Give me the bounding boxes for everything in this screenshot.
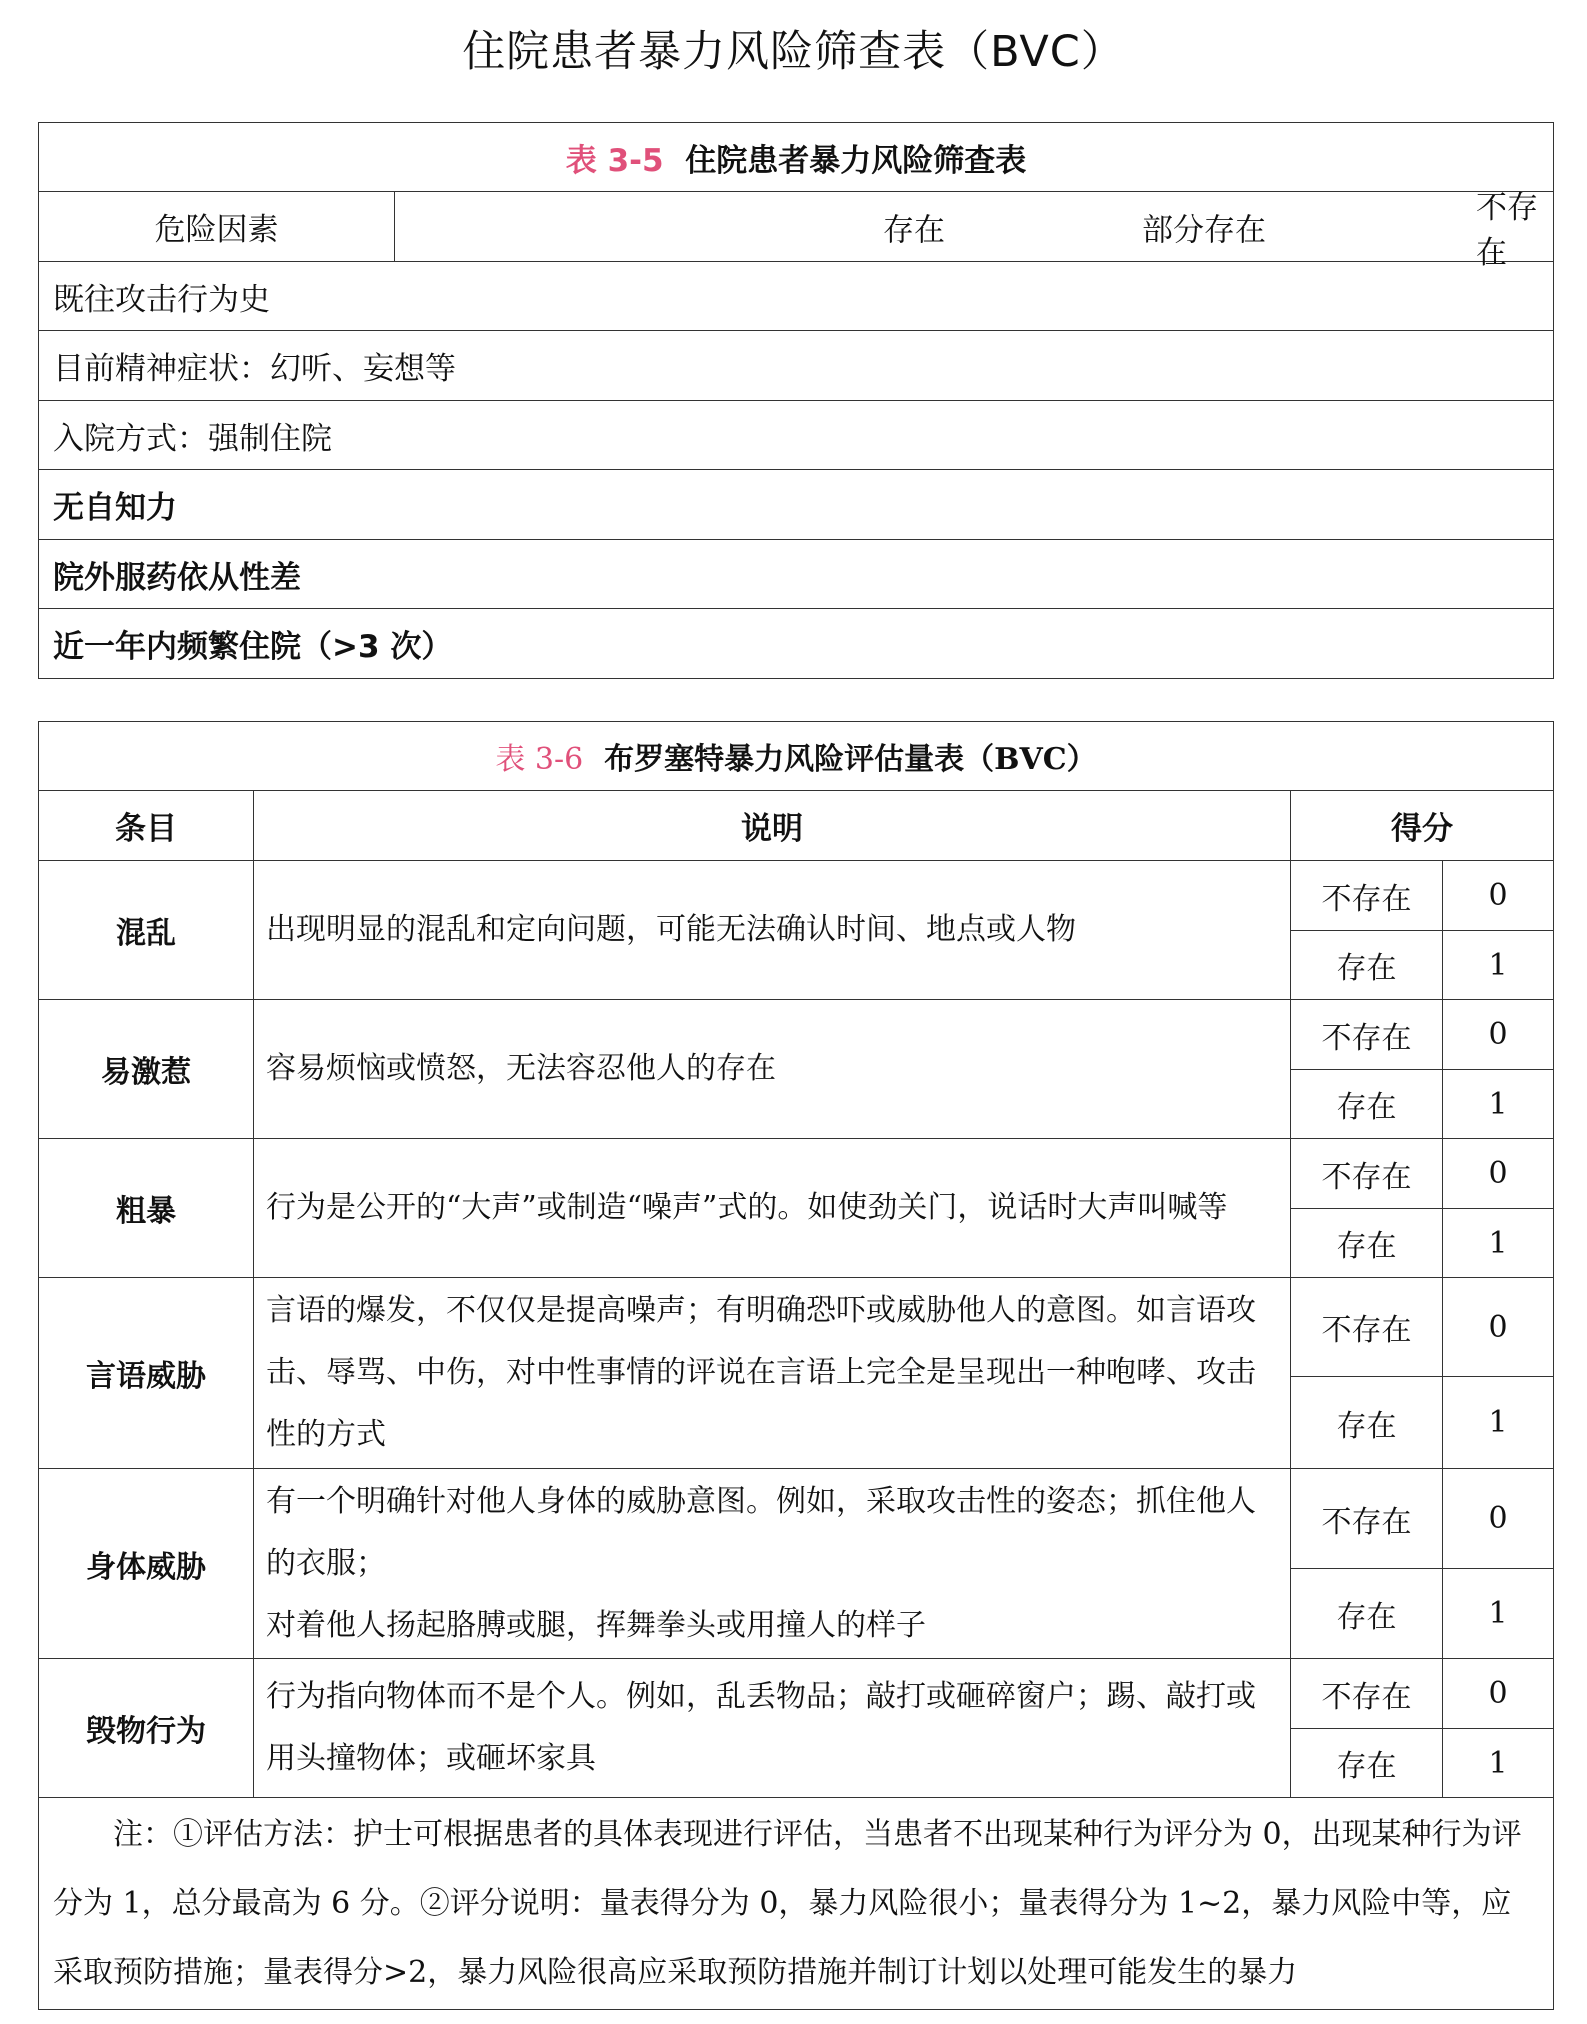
item-name: 言语威胁	[39, 1278, 254, 1469]
table1-caption-number: 表 3-5	[565, 142, 664, 179]
option-absent: 不存在	[1291, 861, 1443, 931]
option-present: 存在	[1291, 1569, 1443, 1659]
item-name: 身体威胁	[39, 1469, 254, 1659]
header-item: 条目	[39, 791, 254, 861]
bvc-table	[38, 721, 1554, 2010]
item-description: 容易烦恼或愤怒，无法容忍他人的存在	[254, 1000, 1291, 1139]
option-absent: 不存在	[1291, 1469, 1443, 1569]
score-absent: 0	[1443, 1139, 1554, 1209]
risk-factor-row: 目前精神症状：幻听、妄想等	[39, 331, 1554, 401]
option-present: 存在	[1291, 1377, 1443, 1469]
table1-caption	[39, 123, 1554, 192]
score-absent: 0	[1443, 1659, 1554, 1729]
item-name: 易激惹	[39, 1000, 254, 1139]
score-absent: 0	[1443, 1278, 1554, 1377]
item-description: 言语的爆发，不仅仅是提高噪声；有明确恐吓或威胁他人的意图。如言语攻击、辱骂、中伤，对中性事情的评说在言语上完全是呈现出一种咆哮、攻击性的方式	[254, 1278, 1291, 1469]
item-name: 粗暴	[39, 1139, 254, 1278]
risk-factor-row: 入院方式：强制住院	[39, 401, 1554, 470]
option-present: 存在	[1291, 931, 1443, 1000]
screening-table	[38, 122, 1554, 679]
option-present: 存在	[1291, 1209, 1443, 1278]
assessment-note	[39, 1798, 1554, 2010]
score-absent: 0	[1443, 1000, 1554, 1070]
assessment-note-text: 注：①评估方法：护士可根据患者的具体表现进行评估，当患者不出现某种行为评分为 0，出现某种行为评分为 1，总分最高为 6 分。②评分说明：量表得分为 0，暴力风险很小；量表得分为 1~2，暴力风险中等，应采取预防措施；量表得分>2，暴力风险很高应采取预防措施并制订计划以处理可能发生的暴力	[53, 1817, 1522, 1990]
item-description-line: 对着他人扬起胳膊或腿，挥舞拳头或用撞人的样子	[266, 1607, 926, 1643]
item-description	[254, 1469, 1291, 1659]
score-absent: 0	[1443, 1469, 1554, 1569]
score-present: 1	[1443, 1569, 1554, 1659]
item-name: 混乱	[39, 861, 254, 1000]
table2-caption-text: 布罗塞特暴力风险评估量表（BVC）	[604, 742, 1097, 777]
page-title: 住院患者暴力风险筛查表（BVC）	[462, 27, 1125, 77]
score-present: 1	[1443, 931, 1554, 1000]
risk-factor-row: 院外服药依从性差	[39, 540, 1554, 609]
item-description-line: 有一个明确针对他人身体的威胁意图。例如，采取攻击性的姿态；抓住他人的衣服；	[266, 1483, 1256, 1581]
risk-factor-row: 无自知力	[39, 470, 1554, 540]
score-present: 1	[1443, 1070, 1554, 1139]
header-risk-factor: 危险因素	[39, 192, 395, 262]
table2-caption	[39, 722, 1554, 791]
risk-factor-row: 近一年内频繁住院（>3 次）	[39, 609, 1554, 679]
item-description: 出现明显的混乱和定向问题，可能无法确认时间、地点或人物	[254, 861, 1291, 1000]
score-absent: 0	[1443, 861, 1554, 931]
score-present: 1	[1443, 1377, 1554, 1469]
option-present: 存在	[1291, 1070, 1443, 1139]
header-option-absent: 不存在	[1476, 189, 1538, 271]
score-present: 1	[1443, 1729, 1554, 1798]
table2-caption-number: 表 3-6	[495, 742, 584, 777]
header-option-present: 存在	[883, 212, 945, 248]
score-present: 1	[1443, 1209, 1554, 1278]
option-absent: 不存在	[1291, 1659, 1443, 1729]
table1-caption-text: 住院患者暴力风险筛查表	[685, 142, 1027, 179]
option-absent: 不存在	[1291, 1000, 1443, 1070]
risk-factor-row: 既往攻击行为史	[39, 262, 1554, 331]
header-description: 说明	[254, 791, 1291, 861]
header-score: 得分	[1291, 791, 1554, 861]
item-description: 行为是公开的“大声”或制造“噪声”式的。如使劲关门，说话时大声叫喊等	[254, 1139, 1291, 1278]
option-present: 存在	[1291, 1729, 1443, 1798]
option-absent: 不存在	[1291, 1139, 1443, 1209]
item-description: 行为指向物体而不是个人。例如，乱丢物品；敲打或砸碎窗户；踢、敲打或用头撞物体；或砸坏家具	[254, 1659, 1291, 1798]
header-option-partial: 部分存在	[1142, 212, 1266, 248]
header-options	[395, 189, 1554, 271]
item-name: 毁物行为	[39, 1659, 254, 1798]
option-absent: 不存在	[1291, 1278, 1443, 1377]
